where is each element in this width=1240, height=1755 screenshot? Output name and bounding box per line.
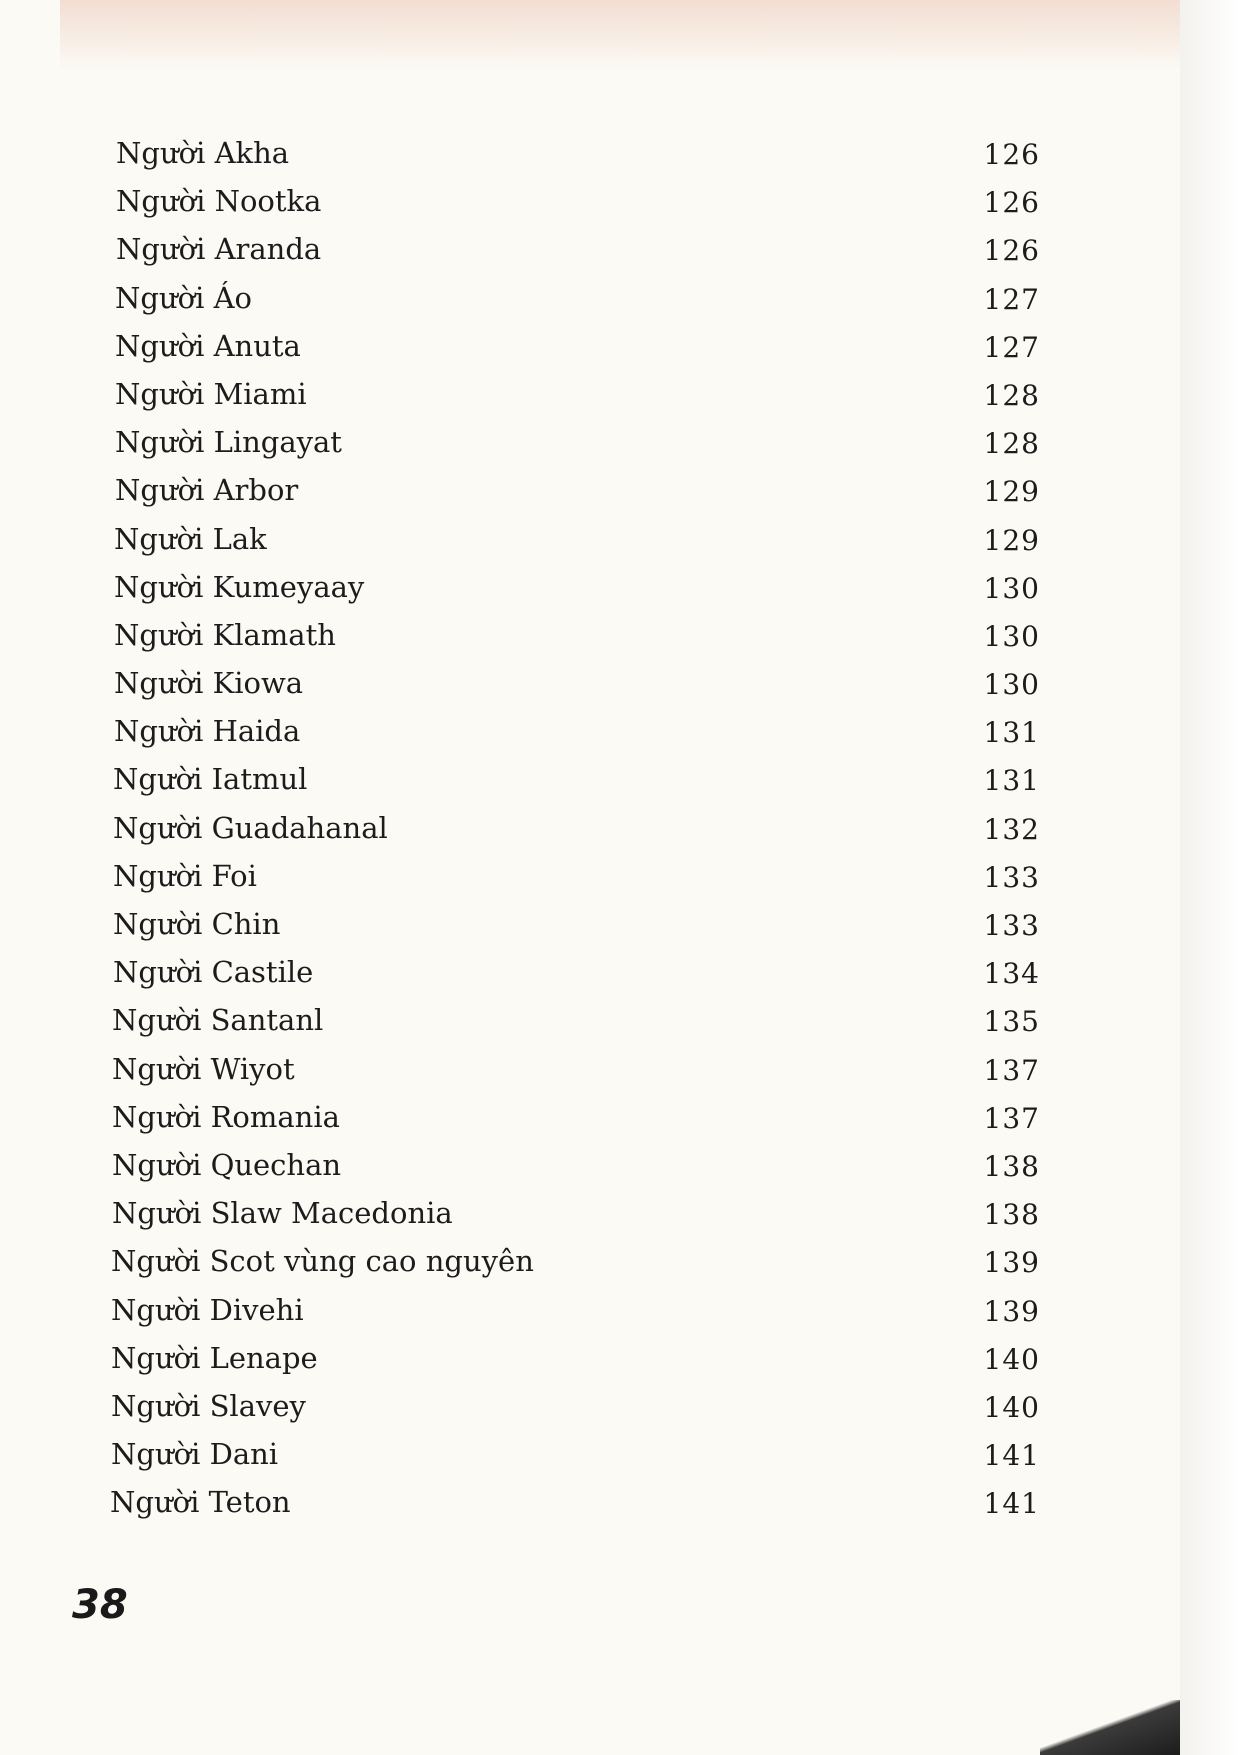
toc-entry xyxy=(112,1050,1040,1098)
toc-entry-name: Người Divehi xyxy=(111,1292,304,1327)
toc-entry xyxy=(113,760,1040,808)
toc-entry-name: Người Lenape xyxy=(111,1340,318,1375)
toc-entry xyxy=(112,1098,1040,1146)
toc-entry-page: 139 xyxy=(983,1294,1040,1328)
toc-entry xyxy=(112,1146,1040,1194)
toc-entry-page: 132 xyxy=(983,812,1040,846)
toc-entry-page: 128 xyxy=(983,427,1040,461)
toc-entry-page: 134 xyxy=(983,957,1040,991)
toc-entry xyxy=(111,1435,1040,1483)
toc-entry-page: 135 xyxy=(983,1005,1040,1039)
toc-entry xyxy=(111,1242,1040,1290)
toc-entry-page: 138 xyxy=(983,1198,1040,1232)
toc-entry-page: 126 xyxy=(983,186,1040,220)
page-edge xyxy=(1180,0,1240,1755)
toc-entry-name: Người Slavey xyxy=(111,1388,306,1423)
toc-entry-page: 141 xyxy=(983,1487,1040,1521)
toc-entry xyxy=(114,664,1040,712)
toc-entry-page: 128 xyxy=(983,378,1040,412)
toc-entry-page: 133 xyxy=(983,860,1040,894)
toc-entry-page: 140 xyxy=(983,1342,1040,1376)
toc-entry xyxy=(112,1001,1040,1049)
toc-entry-page: 127 xyxy=(983,282,1040,316)
toc-entry xyxy=(115,279,1040,327)
toc-entry xyxy=(116,134,1040,182)
toc-entry-name: Người Wiyot xyxy=(112,1051,295,1086)
page-top-shadow xyxy=(60,0,1180,70)
toc-entry xyxy=(110,1483,1040,1531)
toc-entry-name: Người Foi xyxy=(113,858,257,893)
toc-entry-page: 131 xyxy=(983,764,1040,798)
toc-entry-page: 130 xyxy=(983,668,1040,702)
toc-entry xyxy=(116,182,1040,230)
toc-entry-page: 126 xyxy=(983,234,1040,268)
toc-entry-page: 140 xyxy=(983,1390,1040,1424)
toc-entry xyxy=(116,230,1040,278)
toc-entry-name: Người Dani xyxy=(111,1437,279,1472)
toc-entry-name: Người Santanl xyxy=(112,1003,324,1038)
toc-entry-page: 138 xyxy=(983,1149,1040,1183)
toc-entry-name: Người Aranda xyxy=(116,232,322,267)
toc-entry-name: Người Arbor xyxy=(115,473,299,508)
toc-entry-page: 139 xyxy=(983,1246,1040,1280)
toc-entry-name: Người Kumeyaay xyxy=(114,569,365,604)
toc-entry xyxy=(115,375,1040,423)
toc-entry-page: 130 xyxy=(983,571,1040,605)
toc-entry xyxy=(113,905,1040,953)
toc-entry-name: Người Anuta xyxy=(115,328,301,363)
toc-entry-name: Người Teton xyxy=(110,1485,291,1520)
toc-entry xyxy=(114,712,1040,760)
page-number: 38 xyxy=(72,1582,128,1628)
toc-entry xyxy=(115,471,1040,519)
toc-entry xyxy=(114,520,1040,568)
toc-entry-name: Người Castile xyxy=(113,955,314,990)
toc-entry-page: 127 xyxy=(983,330,1040,364)
toc-entry-page: 129 xyxy=(983,523,1040,557)
toc-entry-page: 130 xyxy=(983,619,1040,653)
toc-entry xyxy=(113,857,1040,905)
toc-entry-name: Người Scot vùng cao nguyên xyxy=(111,1244,534,1279)
toc-entry-name: Người Kiowa xyxy=(114,666,304,701)
toc-entry-page: 137 xyxy=(983,1101,1040,1135)
toc-entry xyxy=(114,616,1040,664)
toc-entry-page: 141 xyxy=(983,1439,1040,1473)
toc-entry-page: 126 xyxy=(983,138,1040,171)
toc-entry-page: 137 xyxy=(983,1053,1040,1087)
toc-entry-name: Người Lak xyxy=(114,521,267,556)
toc-entry-name: Người Miami xyxy=(115,376,307,411)
toc-entry-page: 129 xyxy=(983,475,1040,509)
toc-entry-name: Người Guadahanal xyxy=(113,810,388,845)
toc-entry-name: Người Quechan xyxy=(112,1147,342,1182)
page-corner-shadow xyxy=(1040,1700,1180,1755)
toc-entry-name: Người Klamath xyxy=(114,617,336,652)
toc-entry-name: Người Iatmul xyxy=(113,762,308,797)
toc-entry-name: Người Akha xyxy=(116,136,290,170)
toc-entry-name: Người Romania xyxy=(112,1099,340,1134)
toc-entry xyxy=(113,809,1040,857)
toc-entry xyxy=(115,327,1040,375)
table-of-contents xyxy=(110,134,1040,1531)
toc-entry-page: 133 xyxy=(983,909,1040,942)
toc-entry xyxy=(111,1387,1040,1435)
toc-entry xyxy=(113,953,1040,1001)
toc-entry-name: Người Nootka xyxy=(116,184,322,219)
toc-entry xyxy=(114,568,1040,616)
toc-entry xyxy=(115,423,1040,471)
toc-entry-name: Người Chin xyxy=(113,907,281,941)
toc-entry-name: Người Áo xyxy=(115,280,252,315)
toc-entry xyxy=(111,1339,1040,1387)
toc-entry xyxy=(112,1194,1040,1242)
toc-entry-name: Người Slaw Macedonia xyxy=(112,1196,453,1231)
toc-entry xyxy=(111,1291,1040,1339)
toc-entry-page: 131 xyxy=(983,716,1040,750)
toc-entry-name: Người Lingayat xyxy=(115,425,342,460)
toc-entry-name: Người Haida xyxy=(114,714,301,749)
